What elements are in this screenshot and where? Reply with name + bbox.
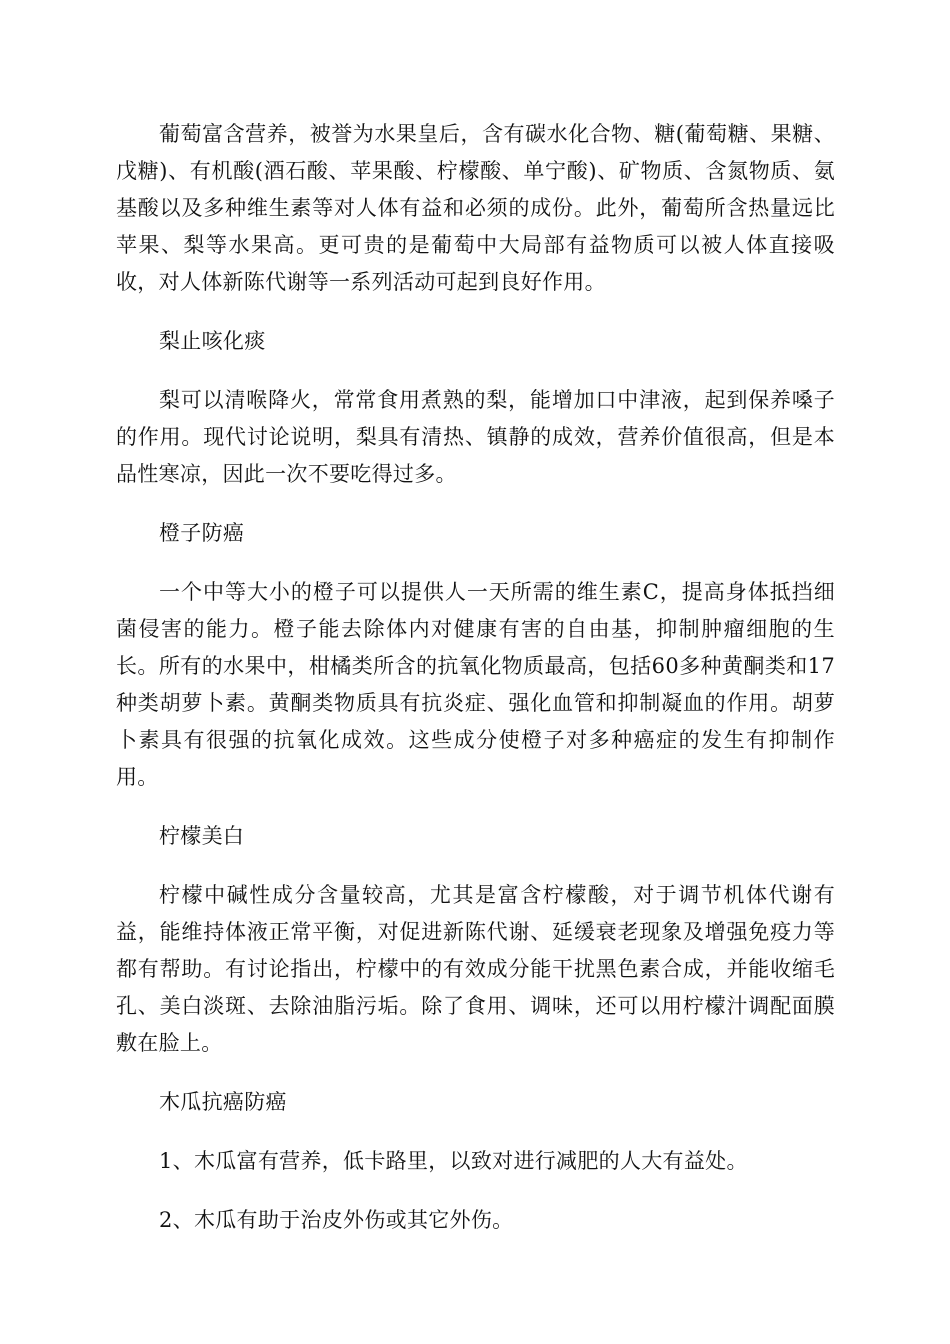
- heading-papaya: 木瓜抗癌防癌: [159, 1090, 287, 1114]
- paragraph-orange: 一个中等大小的橙子可以提供人一天所需的维生素C，提高身体抵挡细菌侵害的能力。橙子能去除体内对健康有害的自由基，抑制肿瘤细胞的生长。所有的水果中，柑橘类所含的抗氧化物质最高，包括60多种黄酮类和17种类胡萝卜素。黄酮类物质具有抗炎症、强化血管和抑制凝血的作用。胡萝卜素具有很强的抗氧化成效。这些成分使橙子对多种癌症的发生有抑制作用。: [116, 580, 835, 789]
- paragraph-pear: 梨可以清喉降火，常常食用煮熟的梨，能增加口中津液，起到保养嗓子的作用。现代讨论说明，梨具有清热、镇静的成效，营养价值很高，但是本品性寒凉，因此一次不要吃得过多。: [116, 388, 835, 486]
- paragraph-grape: 葡萄富含营养，被誉为水果皇后，含有碳水化合物、糖(葡萄糖、果糖、戊糖)、有机酸(酒石酸、苹果酸、柠檬酸、单宁酸)、矿物质、含氮物质、氨基酸以及多种维生素等对人体有益和必须的成份。此外，葡萄所含热量远比苹果、梨等水果高。更可贵的是葡萄中大局部有益物质可以被人体直接吸收，对人体新陈代谢等一系列活动可起到良好作用。: [116, 122, 835, 294]
- heading-lemon: 柠檬美白: [159, 824, 245, 848]
- heading-orange: 橙子防癌: [159, 521, 245, 545]
- document-body: [116, 116, 835, 1261]
- list-item-papaya-2: 2、木瓜有助于治皮外伤或其它外伤。: [159, 1208, 514, 1232]
- heading-pear: 梨止咳化痰: [159, 329, 266, 353]
- paragraph-lemon: 柠檬中碱性成分含量较高，尤其是富含柠檬酸，对于调节机体代谢有益，能维持体液正常平衡，对促进新陈代谢、延缓衰老现象及增强免疫力等都有帮助。有讨论指出，柠檬中的有效成分能干扰黑色素合成，并能收缩毛孔、美白淡斑、去除油脂污垢。除了食用、调味，还可以用柠檬汁调配面膜敷在脸上。: [116, 883, 835, 1055]
- list-item-papaya-1: 1、木瓜富有营养，低卡路里，以致对进行减肥的人大有益处。: [159, 1149, 748, 1173]
